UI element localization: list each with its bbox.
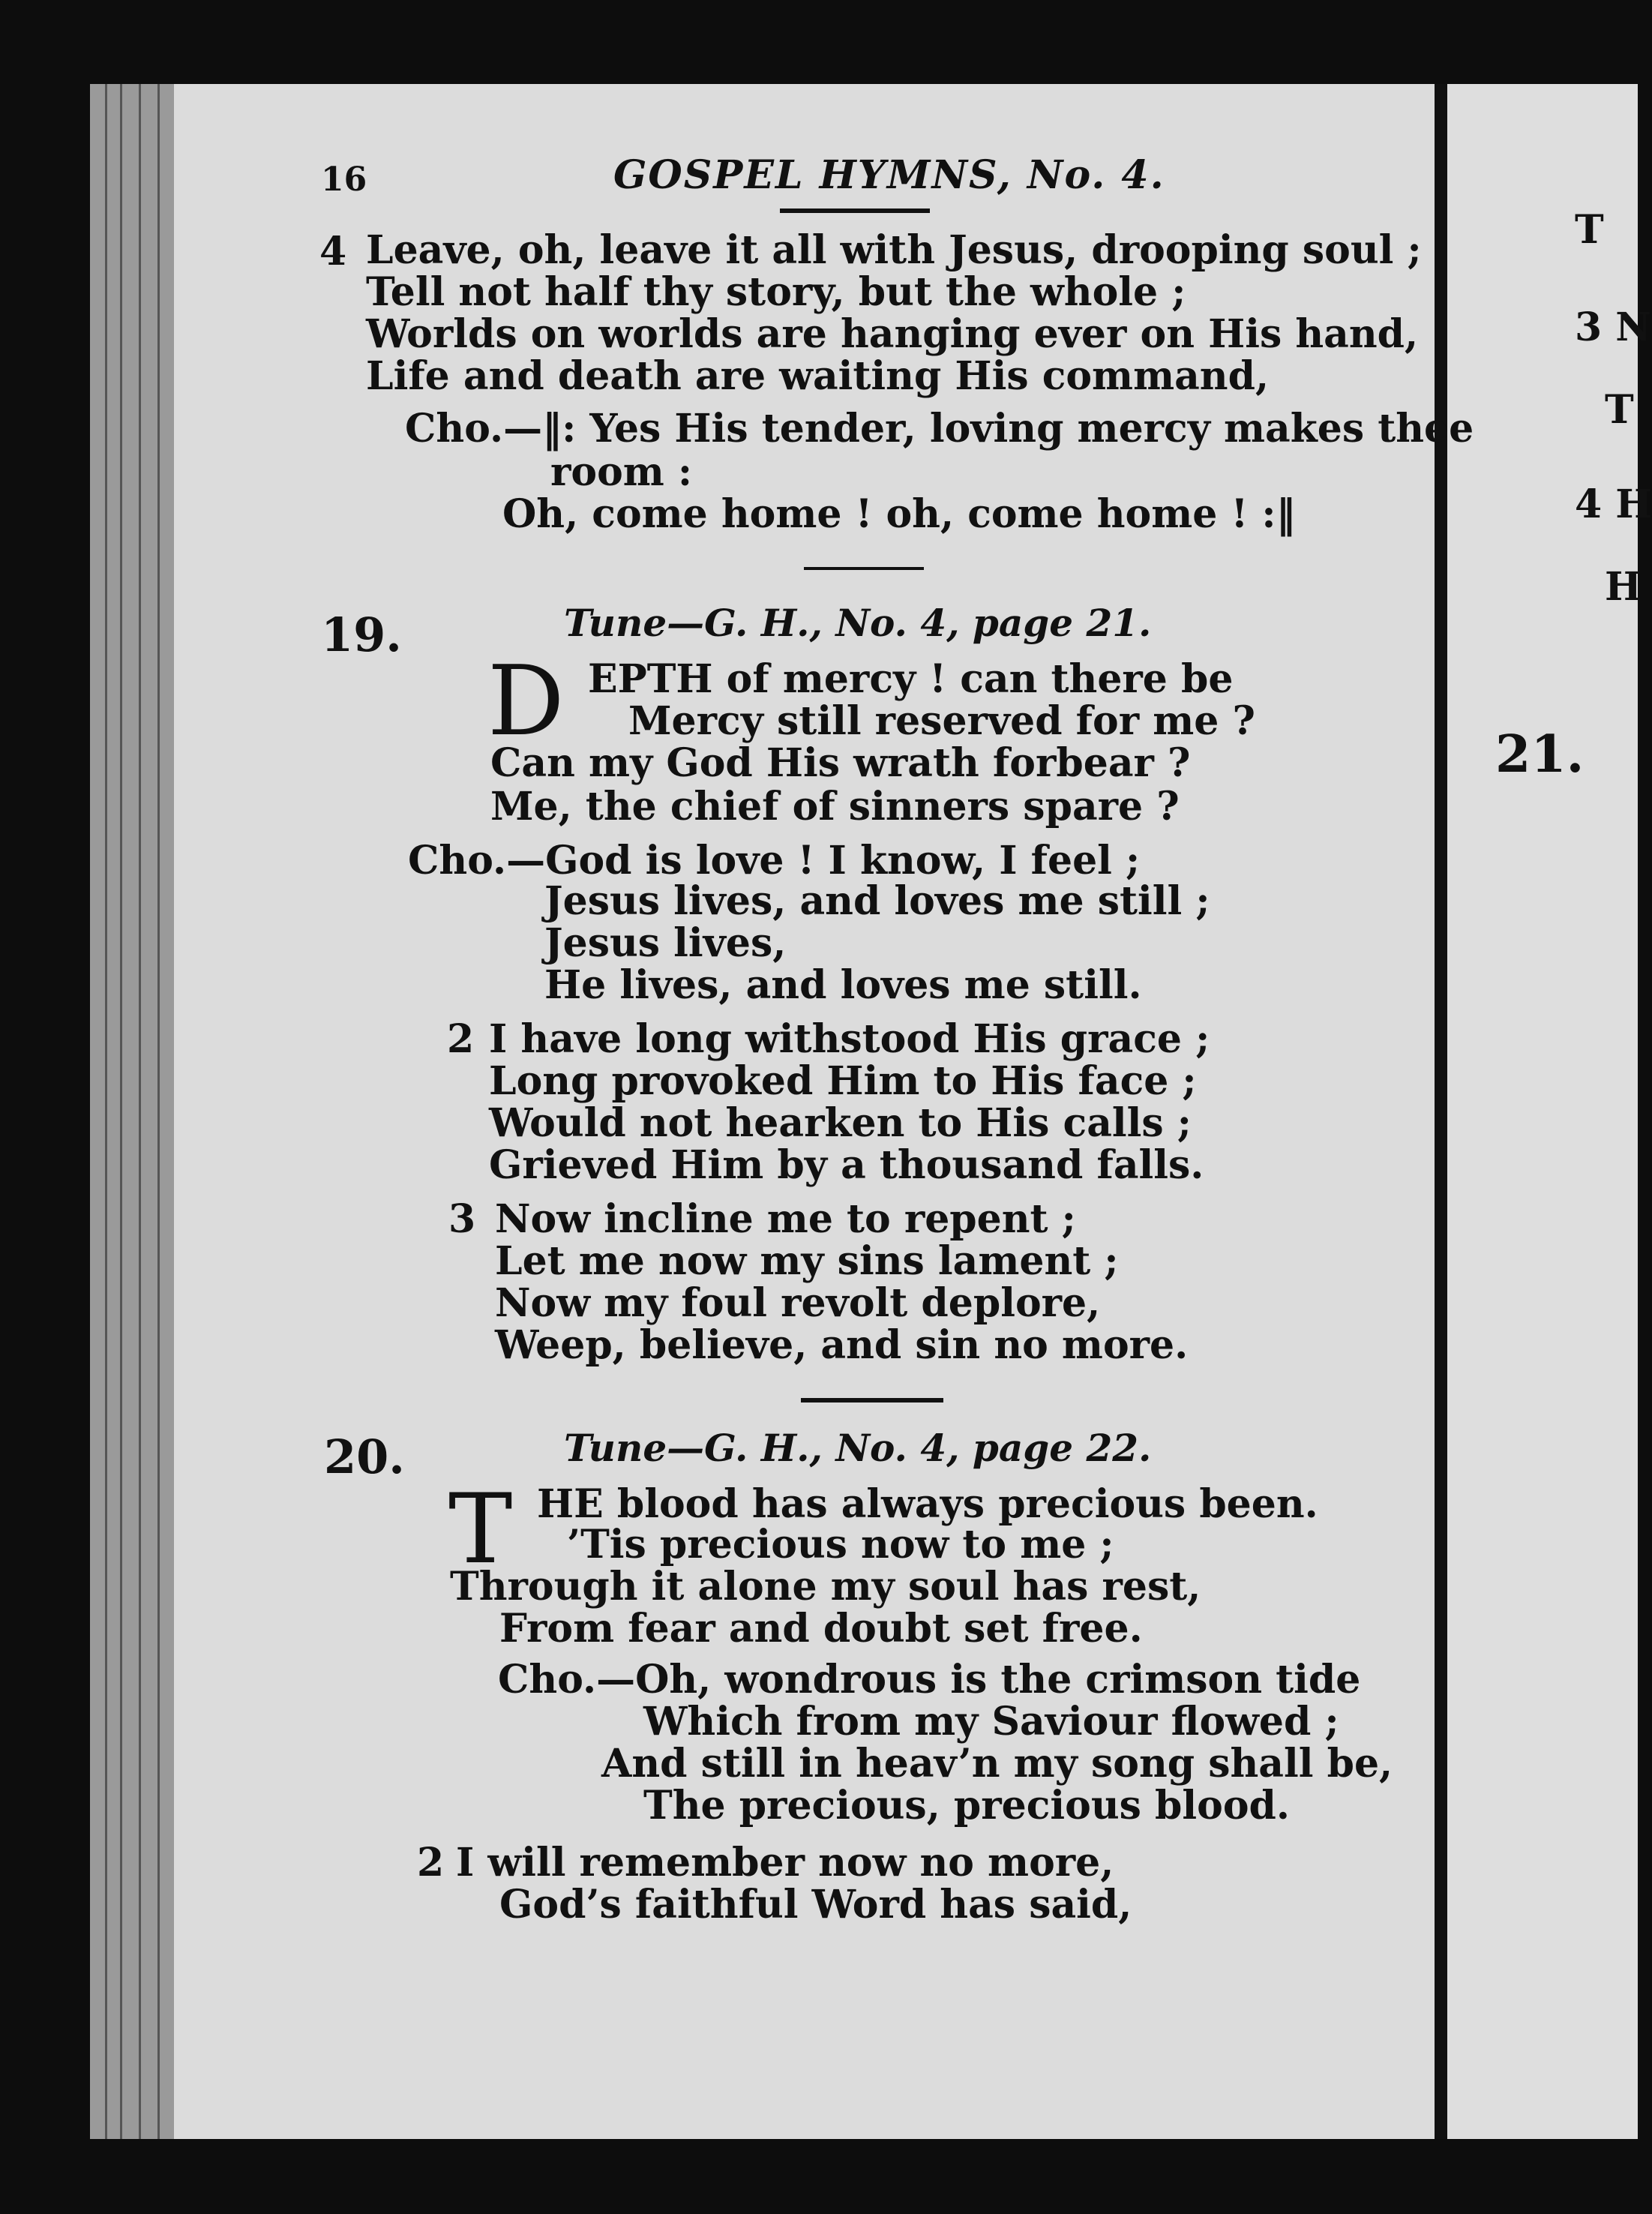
chorus-line: Cho.—‖: Yes His tender, loving mercy makes thee: [405, 406, 1474, 452]
chorus-line: Jesus lives, and loves me still ;: [544, 878, 1210, 924]
verse-line: Let me now my sins lament ;: [495, 1238, 1119, 1284]
right-page-fragment: H: [1605, 564, 1642, 610]
chorus-line: The precious, precious blood.: [643, 1783, 1290, 1828]
drop-cap: D: [487, 646, 565, 758]
hymn-divider: [801, 1398, 943, 1402]
right-page-fragment: T: [1605, 387, 1634, 433]
verse-line: Through it alone my soul has rest,: [450, 1564, 1201, 1610]
chorus-line: Cho.—Oh, wondrous is the crimson tide: [498, 1657, 1361, 1702]
chorus-line: He lives, and loves me still.: [544, 962, 1142, 1008]
hymn-number: 20.: [324, 1430, 405, 1484]
verse-line: Weep, believe, and sin no more.: [495, 1322, 1189, 1368]
page-title: GOSPEL HYMNS, No. 4.: [613, 152, 1165, 198]
right-page-fragment: 3 N: [1575, 304, 1651, 350]
chorus-line: Jesus lives,: [544, 920, 787, 966]
verse-line: I have long withstood His grace ;: [489, 1016, 1210, 1062]
verse-line: From fear and doubt set free.: [499, 1606, 1143, 1652]
verse-line: Now my foul revolt deplore,: [495, 1280, 1101, 1326]
tune-reference: Tune—G. H., No. 4, page 22.: [564, 1426, 1152, 1470]
hymn-divider: [804, 567, 924, 570]
drop-cap: T: [448, 1474, 513, 1586]
verse-line: Now incline me to repent ;: [495, 1196, 1076, 1242]
verse-line: Leave, oh, leave it all with Jesus, drooping soul ;: [366, 227, 1422, 273]
header-rule: [780, 208, 930, 213]
page-stack-line: [139, 84, 141, 2139]
chorus-line: Cho.—God is love ! I know, I feel ;: [408, 838, 1141, 884]
book-gutter: [1435, 84, 1448, 2139]
right-page-fragment: 21.: [1495, 724, 1585, 784]
right-page-fragment: 4 H: [1575, 482, 1652, 527]
chorus-line: Which from my Saviour flowed ;: [643, 1699, 1339, 1744]
verse-line: HE blood has always precious been.: [537, 1481, 1318, 1527]
verse-number: 3: [448, 1196, 476, 1242]
verse-number: 2: [417, 1840, 445, 1886]
chorus-line: room :: [550, 449, 693, 495]
verse-line: Can my God His wrath forbear ?: [490, 740, 1191, 786]
page-stack-line: [157, 84, 160, 2139]
verse-number: 4: [319, 229, 347, 274]
verse-line: Tell not half thy story, but the whole ;: [366, 269, 1186, 315]
verse-line: EPTH of mercy ! can there be: [588, 656, 1234, 702]
verse-line: Would not hearken to His calls ;: [489, 1100, 1192, 1146]
page-stack-line: [105, 84, 107, 2139]
verse-line: ’Tis precious now to me ;: [567, 1522, 1114, 1568]
verse-line: God’s faithful Word has said,: [499, 1882, 1132, 1928]
verse-line: Me, the chief of sinners spare ?: [490, 784, 1180, 830]
page-number: 16: [321, 160, 367, 199]
page-stack-line: [120, 84, 122, 2139]
verse-line: Long provoked Him to His face ;: [489, 1058, 1197, 1104]
tune-reference: Tune—G. H., No. 4, page 21.: [564, 601, 1152, 645]
hymn-number: 19.: [321, 608, 402, 662]
verse-number: 2: [447, 1016, 475, 1062]
verse-line: Grieved Him by a thousand falls.: [489, 1142, 1204, 1188]
verse-line: Worlds on worlds are hanging ever on His hand,: [366, 311, 1419, 357]
chorus-line: And still in heav’n my song shall be,: [601, 1741, 1393, 1786]
verse-line: Mercy still reserved for me ?: [628, 698, 1255, 744]
chorus-line: Oh, come home ! oh, come home ! :‖: [502, 491, 1296, 537]
page-stack-edge: [90, 84, 174, 2139]
verse-line: Life and death are waiting His command,: [366, 353, 1270, 399]
right-page-fragment: T: [1575, 207, 1604, 253]
verse-line: I will remember now no more,: [456, 1840, 1114, 1886]
